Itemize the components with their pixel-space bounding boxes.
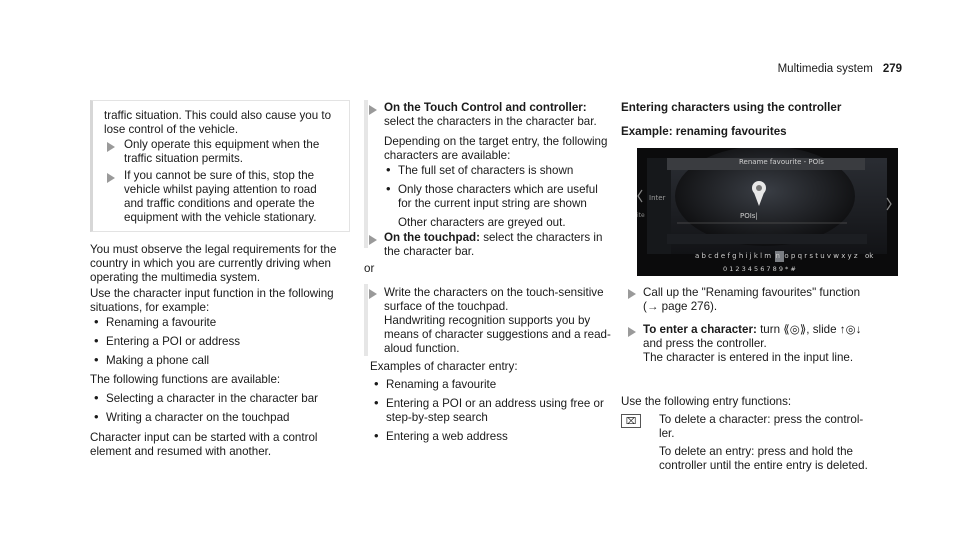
arrow-icon [369,105,377,115]
bullet: • [386,181,391,196]
arrow-icon [628,327,636,337]
note: Other characters are greyed out. [398,216,566,229]
screen-side-label: ite [637,212,645,219]
bullet: • [374,376,379,391]
section-heading: Entering characters using the controller [621,101,842,114]
paragraph: The following functions are available: [90,373,281,386]
list-item: Entering a POI or address [106,335,241,348]
paragraph: Use the character input function in the following situations, for example: [90,287,334,314]
step-bar [364,100,368,248]
delete-icon: ⌧ [621,414,641,428]
screen-image [637,148,898,276]
screen-side-label: Inter [649,194,666,202]
step: On the Touch Control and controller: select the characters in the character bar. [384,101,597,128]
step: To enter a character: turn ⟪◎⟫, slide ↑◎↓ and press the controller. The character is entered in the input line. [643,323,862,364]
arrow-icon [369,289,377,299]
page-number: 279 [882,63,902,75]
bullet: • [94,409,99,424]
bullet: • [386,162,391,177]
list-item: Making a phone call [106,354,210,367]
arrow-icon [107,173,115,183]
list-item: Renaming a favourite [386,378,497,391]
list-item: Renaming a favourite [106,316,217,329]
list-item: Entering a web address [386,430,508,443]
bullet: • [374,428,379,443]
paragraph: Examples of character entry: [370,360,518,373]
bullet: • [94,352,99,367]
bullet: • [94,333,99,348]
step: Call up the "Renaming favourites" function (→ page 276). [643,286,861,313]
screen-title: Rename favourite - POIs [739,158,824,166]
arrow-icon [628,289,636,299]
paragraph: Depending on the target entry, the following characters are available: [384,135,608,162]
ok-label: ok [865,252,874,260]
section-title: Multimedia system [777,63,873,75]
list-item: Entering a POI or an address using free or step-by-step search [386,397,604,424]
page-header [778,62,902,76]
paragraph: Use the following entry functions: [621,395,792,408]
warning-text: traffic situation. This could also cause you to lose control of the vehicle. [104,109,332,136]
definition: To delete a character: press the control- ler. [659,413,864,440]
example-heading: Example: renaming favourites [621,125,787,138]
character-bar: a b c d e f g h i j k l m n o p q r s t u v w x y z [695,252,858,260]
or-label: or [364,262,375,275]
bullet: • [94,314,99,329]
definition: To delete an entry: press and hold the controller until the entire entry is deleted. [659,445,868,472]
bullet: • [374,395,379,410]
list-item: Writing a character on the touchpad [106,411,290,424]
screen-input: POIs| [740,212,758,220]
step: Write the characters on the touch-sensitive surface of the touchpad. Handwriting recognition supports you by means of character suggestions and a read- aloud function. [384,286,611,355]
arrow-icon [369,235,377,245]
list-item: Selecting a character in the character bar [106,392,319,405]
paragraph: Character input can be started with a control element and resumed with another. [90,431,318,458]
digit-bar: 0 1 2 3 4 5 6 7 8 9 * # [723,265,796,273]
paragraph: You must observe the legal requirements for the country in which you are currently driving when operating the multimedia system. [90,243,337,284]
list-item: Only those characters which are useful for the current input string are shown [398,183,598,210]
bullet: • [94,390,99,405]
arrow-icon [107,142,115,152]
warning-item: Only operate this equipment when the traffic situation permits. [124,138,320,165]
list-item: The full set of characters is shown [398,164,574,177]
step: On the touchpad: select the characters in the character bar. [384,231,603,258]
warning-item: If you cannot be sure of this, stop the vehicle whilst paying attention to road and traffic conditions and operate the equipment with the vehicle stationary. [124,169,317,224]
step-bar [364,284,368,356]
